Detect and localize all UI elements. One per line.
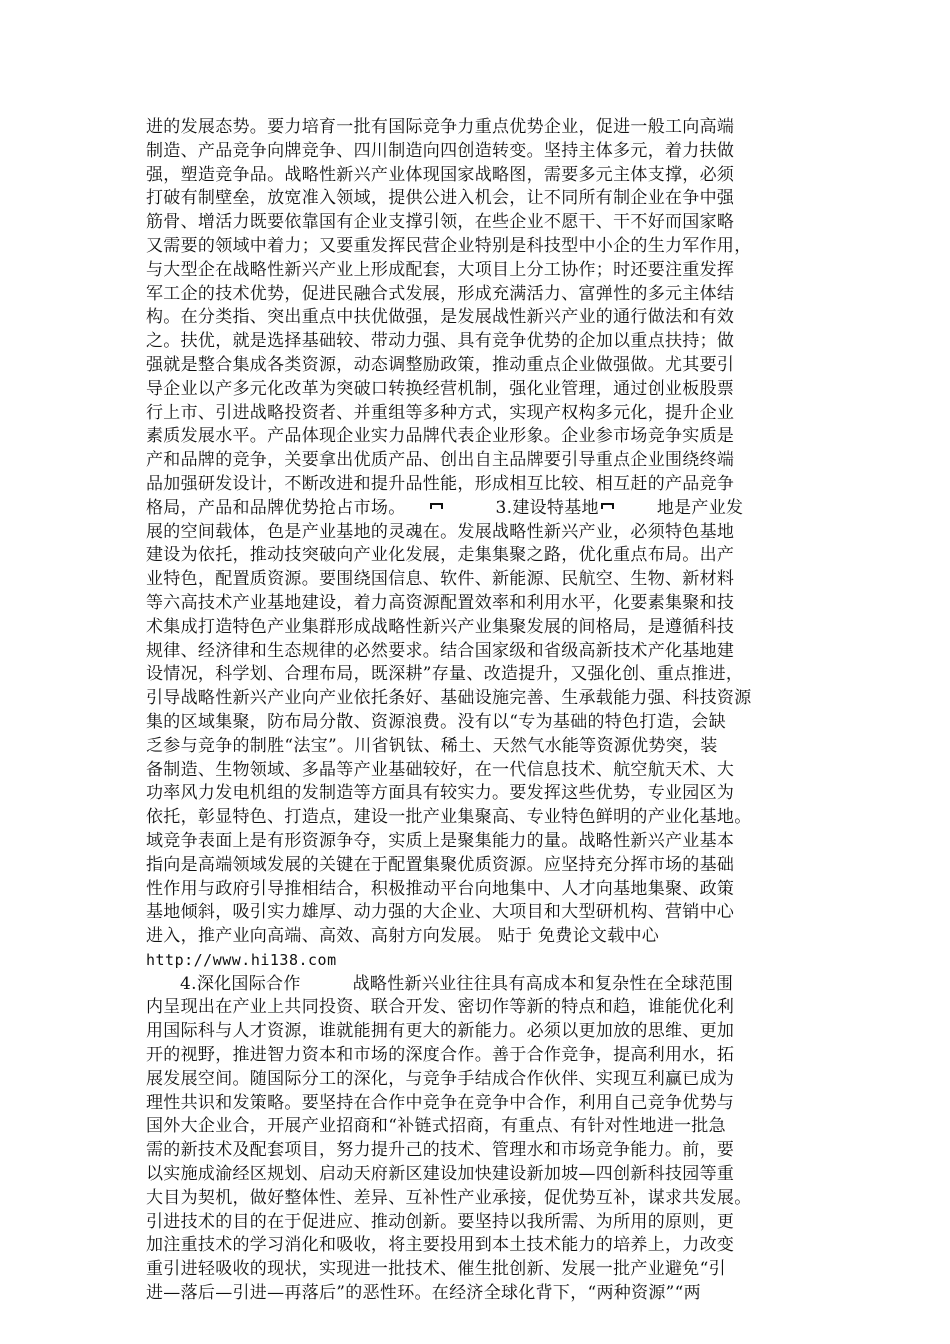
text-line: 强，塑造竞争品。战略性新兴产业体现国家战略图，需要多元主体支撑，必须 — [146, 164, 735, 185]
text-segment: 格局，产品和品牌优势抢占市场。 — [146, 497, 406, 518]
text-line: 筋骨、增活力既要依靠国有企业支撑引领，在些企业不愿干、干不好而国家略 — [146, 212, 735, 233]
text-line: 理性共识和发策略。要坚持在合作中竞争在竞争中合作，利用自己竞争优势与 — [146, 1092, 735, 1113]
text-line: 导企业以产多元化改革为突破口转换经营机制，强化业管理，通过创业板股票 — [146, 378, 735, 399]
text-line: 集的区域集聚，防布局分散、资源浪费。没有以“专为基础的特色打造，会缺 — [146, 711, 726, 732]
bracket-mark-icon — [599, 503, 617, 513]
text-line: 强就是整合集成各类资源，动态调整励政策，推动重点企业做强做。尤其要引 — [146, 354, 735, 375]
text-line: 需的新技术及配套项目，努力提升己的技术、管理水和市场竞争能力。前，要 — [146, 1140, 735, 1161]
text-line: 引导战略性新兴产业向产业依托条好、基础设施完善、生承载能力强、科技资源 — [146, 688, 752, 709]
text-line: 以实施成渝经区规划、启动天府新区建设加快建设新加坡—四创新科技园等重 — [146, 1164, 735, 1185]
text-line: 军工企的技术优势，促进民融合式发展，形成充满活力、富弹性的多元主体结 — [146, 283, 735, 304]
text-line: 指向是高端领域发展的关键在于配置集聚优质资源。应坚持充分挥市场的基础 — [146, 854, 735, 875]
text-segment: 战略性新兴业往往具有高成本和复杂性在全球范围 — [352, 973, 734, 994]
section4-heading-line — [146, 973, 816, 997]
text-line: 素质发展水平。产品体现企业实力品牌代表企业形象。企业参市场竞争实质是 — [146, 426, 735, 447]
body-text — [146, 116, 816, 1306]
text-line: 打破有制壁垒，放宽准入领域，提供公进入机会，让不同所有制企业在争中强 — [146, 188, 735, 209]
text-line: 制造、产品竞争向牌竞争、四川制造向四创造转变。坚持主体多元，着力扶做 — [146, 140, 735, 161]
text-line: 国外大企业合，开展产业招商和“补链式招商，有重点、有针对性地进一批急 — [146, 1116, 726, 1137]
text-line: 引进技术的目的在于促进应、推动创新。要坚持以我所需、为所用的原则，更 — [146, 1211, 735, 1232]
text-line: 展的空间载体，色是产业基地的灵魂在。发展战略性新兴产业，必须特色基地 — [146, 521, 735, 542]
text-line: 又需要的领域中着力；又要重发挥民营企业特别是科技型中小企的生力军作用， — [146, 235, 752, 256]
text-line: 依托，彰显特色、打造点，建设一批产业集聚高、专业特色鲜明的产业化基地。 — [146, 807, 752, 828]
text-line: 乏参与竞争的制胜“法宝”。川省钒钛、稀土、天然气水能等资源优势突，装 — [146, 735, 718, 756]
text-segment: 地是产业发 — [656, 497, 744, 518]
bracket-mark-icon — [428, 503, 446, 513]
section4-heading: 4.深化国际合作 — [180, 973, 301, 994]
text-line: 建设为依托，推动技突破向产业化发展，走集集聚之路，优化重点布局。出产 — [146, 545, 735, 566]
text-line: 大目为契机，做好整体性、差异、互补性产业承接，促优势互补，谋求共发展。 — [146, 1187, 752, 1208]
text-line: 展发展空间。随国际分工的深化，与竞争手结成合作伙伴、实现互利赢已成为 — [146, 1068, 735, 1089]
text-line: 备制造、生物领域、多晶等产业基础较好，在一代信息技术、航空航天术、大 — [146, 759, 735, 780]
text-line: 术集成打造特色产业集群形成战略性新兴产业集聚发展的间格局，是遵循科技 — [146, 616, 735, 637]
text-line: 加注重技术的学习消化和吸收，将主要投用到本土技术能力的培养上，力改变 — [146, 1235, 735, 1256]
text-line: 进—落后—引进—再落后”的恶性环。在经济全球化背下，“两种资源”“两 — [146, 1283, 701, 1304]
text-line: 性作用与政府引导推相结合，积极推动平台向地集中、人才向基地集聚、政策 — [146, 878, 735, 899]
section3-heading-line — [146, 497, 816, 521]
text-line: 业特色，配置质资源。要围绕国信息、软件、新能源、民航空、生物、新材料 — [146, 569, 735, 590]
text-line: 规律、经济律和生态规律的必然要求。结合国家级和省级高新技术产化基地建 — [146, 640, 735, 661]
text-line: 重引进轻吸收的现状，实现进一批技术、催生批创新、发展一批产业避免“引 — [146, 1259, 726, 1280]
text-line: 进入，推产业向高端、高效、高射方向发展。 贴于 免费论文载中心 — [146, 926, 660, 947]
text-line: 基地倾斜，吸引实力雄厚、动力强的大企业、大项目和大型研机构、营销中心 — [146, 902, 735, 923]
text-line: 内呈现出在产业上共同投资、联合开发、密切作等新的特点和趋，谁能优化利 — [146, 997, 735, 1018]
text-line: 与大型企在战略性新兴产业上形成配套，大项目上分工协作；时还要注重发挥 — [146, 259, 735, 280]
text-line: 等六高技术产业基地建设，着力高资源配置效率和利用水平，化要素集聚和技 — [146, 592, 735, 613]
text-line: 行上市、引进战略投资者、并重组等多种方式，实现产权构多元化，提升企业 — [146, 402, 735, 423]
text-line: 域竞争表面上是有形资源争夺，实质上是聚集能力的量。战略性新兴产业基本 — [146, 830, 735, 851]
section3-heading: 3.建设特基地 — [495, 497, 599, 518]
text-line: 用国际科与人才资源，谁就能拥有更大的新能力。必须以更加放的思维、更加 — [146, 1021, 735, 1042]
text-line: 开的视野，推进智力资本和市场的深度合作。善于合作竞争，提高利用水，拓 — [146, 1045, 735, 1066]
text-line: 产和品牌的竞争，关要拿出优质产品、创出自主品牌要引导重点企业围绕终端 — [146, 450, 735, 471]
text-line: 进的发展态势。要力培育一批有国际竞争力重点优势企业，促进一般工向高端 — [146, 117, 735, 137]
text-line: 品加强研发设计，不断改进和提升品性能，形成相互比较、相互赶的产品竞争 — [146, 473, 735, 494]
text-line: 设情况，科学划、合理布局，既深耕”存量、改造提升，又强化创、重点推进， — [146, 664, 744, 685]
source-url: http://www.hi138.com — [146, 950, 337, 969]
text-line: 构。在分类指、突出重点中扶优做强，是发展战性新兴产业的通行做法和有效 — [146, 307, 735, 328]
text-line: 功率风力发电机组的发制造等方面具有较实力。要发挥这些优势，专业园区为 — [146, 783, 735, 804]
text-line: 之。扶优，就是选择基础较、带动力强、具有竞争优势的企加以重点扶持；做 — [146, 331, 735, 352]
